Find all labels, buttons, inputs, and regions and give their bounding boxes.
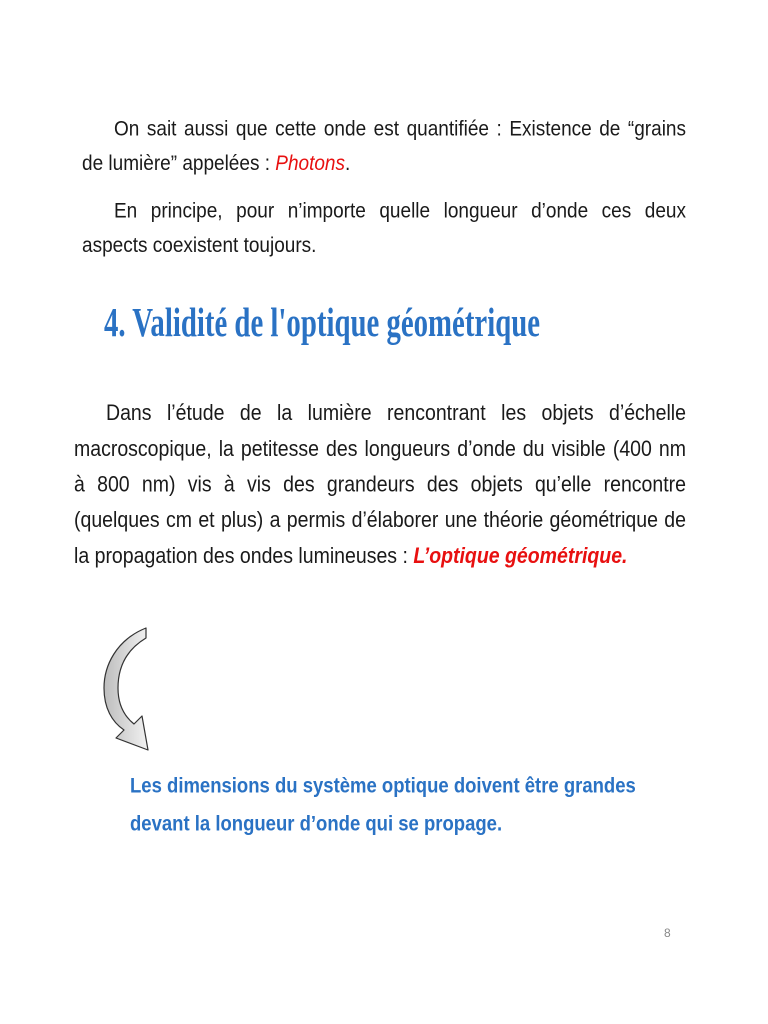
photons-term: Photons xyxy=(275,152,346,176)
intro-paragraph xyxy=(82,112,686,181)
callout-text: Les dimensions du système optique doivent être grandes devant la longueur d’onde qui se propage. xyxy=(130,772,636,835)
coexist-paragraph: En principe, pour n’importe quelle longueur d’onde ces deux aspects coexistent toujours. xyxy=(82,199,686,258)
validity-text: Dans l’étude de la lumière rencontrant les objets d’échelle macroscopique, la petitesse des longueurs d’onde du visible (400 nm à 800 nm) vis à vis des grandeurs des objets qu’elle rencontre (quelques cm et plus) a permis d’élaborer une théorie géométrique de la propagation des ondes lumineuses : xyxy=(74,400,686,569)
section-heading: 4. Validité de l'optique géométrique xyxy=(104,299,541,346)
curved-arrow-icon xyxy=(102,626,158,756)
geometric-optics-term: L’optique géométrique xyxy=(413,543,623,569)
validity-end: . xyxy=(622,543,628,569)
intro-end: . xyxy=(345,152,351,176)
validity-paragraph xyxy=(74,396,686,574)
page-number: 8 xyxy=(664,926,671,940)
intro-text: On sait aussi que cette onde est quantifiée : Existence de “grains de lumière” appelées : xyxy=(82,117,686,176)
